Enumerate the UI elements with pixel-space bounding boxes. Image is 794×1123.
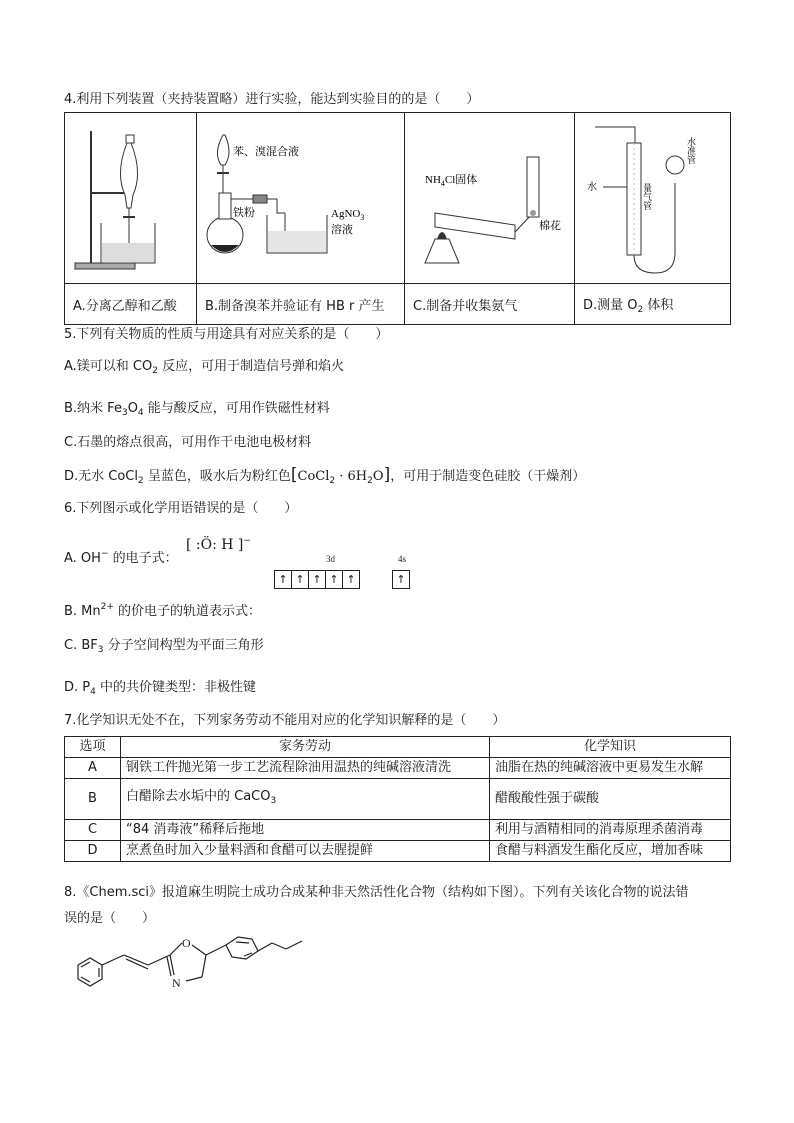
orbital-4s-boxes [392,570,410,589]
table-header-row [65,737,731,758]
table-row: B 白醋除去水垢中的 CaCO$_3$ 醋酸酸性强于碳酸 [65,779,731,820]
q4-figure-b [197,113,405,284]
q4-option-b: B.制备溴苯并验证有 HB r 产生 [197,284,405,325]
compound-structure [64,925,334,1015]
q5-option-d: D.无水 CoCl$_2$ 呈蓝色，吸水后为粉红色[CoCl$_2$ · $6H_2O$]，可用于制造变色硅胶（干燥剂） [64,465,586,486]
q6-option-b: B. $Mn^{2+}$ 的价电子的轨道表示式： [64,602,262,619]
orbital-4s-cell: ↑ [396,573,406,586]
q4-figure-c [405,113,575,284]
q4-apparatus-table [64,112,731,325]
label-leveling-tube: 水准管 [686,137,696,164]
label-agno3-sub: 3 [360,213,365,222]
label-cotton: 棉花 [539,220,561,232]
orbital-3d-cell: ↑ [309,571,326,588]
orbital-3d-label: 3d [326,554,335,564]
header-knowledge: 化学知识 [490,737,731,758]
label-nh4cl-sub: 4 [440,179,445,188]
q4-figure-d [575,113,731,284]
header-option: 选项 [65,737,121,758]
gas-volume-apparatus [575,113,729,279]
q6-option-a: A. OH− 的电子式： [64,549,178,566]
svg-text:AgNO3 [331,208,364,222]
label-nh4cl: NH [425,174,441,186]
table-row: A 钢铁工件抛光第一步工艺流程除油用温热的纯碱溶液清洗 油脂在热的纯碱溶液中更易发生水解 [65,758,731,779]
svg-text:NH4Cl固体 [425,172,477,188]
label-water: 水 [587,182,597,193]
label-iron-powder: 铁粉 [233,207,255,219]
q5-option-b: B.纳米 $Fe_3O_4$ 能与酸反应，可用作铁磁性材料 [64,401,330,418]
orbital-3d-cell: ↑ [326,571,343,588]
q4-stem: 4.利用下列装置（夹持装置略）进行实验，能达到实验目的的是（ ） [64,92,480,107]
q5-option-c: C.石墨的熔点很高，可用作干电池电极材料 [64,435,312,450]
q4-figure-a [65,113,197,284]
ring-nitrogen-atom: N [172,976,181,990]
q6-option-d: D. $P_4$ 中的共价键类型：非极性键 [64,680,256,697]
q5-option-a: A.镁可以和 $CO_2$ 反应，可用于制造信号弹和焰火 [64,359,345,376]
label-solution: 溶液 [331,224,353,236]
q6-option-c: C. $BF_3$ 分子空间构型为平面三角形 [64,638,264,655]
q4-option-d: D.测量 $O_2$ 体积 [575,284,731,325]
q4-option-c: C.制备并收集氨气 [405,284,575,325]
orbital-3d-cell: ↑ [346,573,356,586]
table-row: C “84 消毒液”稀释后拖地 利用与酒精相同的消毒原理杀菌消毒 [65,820,731,841]
label-benzene-bromine: 苯、溴混合液 [233,146,299,158]
q7-table [64,736,731,862]
separatory-funnel-apparatus [65,113,195,279]
orbital-3d-cell: ↑ [292,571,309,588]
ring-oxygen-atom: O [182,936,191,950]
label-gas-burette: 量气管 [642,183,652,210]
oh-electron-formula: [ :Ö: H ]− [186,536,251,553]
q7-stem: 7.化学知识无处不在，下列家务劳动不能用对应的化学知识解释的是（ ） [64,713,506,728]
label-nh4cl-rest: Cl固体 [444,174,478,186]
bromobenzene-apparatus [197,113,403,279]
q4-option-a: A.分离乙醇和乙酸 [65,284,197,325]
ammonia-apparatus [405,113,573,279]
orbital-4s-label: 4s [398,554,407,564]
orbital-3d-boxes [274,570,360,589]
q6-stem: 6.下列图示或化学用语错误的是（ ） [64,501,298,516]
q8-stem-line1: 8.《Chem.sci》报道麻生明院士成功合成某种非天然活性化合物（结构如下图）。下列有关该化合物的说法错 [64,885,689,900]
label-agno3: AgNO [331,208,361,220]
q5-stem: 5.下列有关物质的性质与用途具有对应关系的是（ ） [64,327,389,342]
header-task: 家务劳动 [121,737,490,758]
orbital-3d-cell: ↑ [275,571,292,588]
q8-stem-line2: 误的是（ ） [64,911,156,926]
table-row: D 烹煮鱼时加入少量料酒和食醋可以去腥提鲜 食醋与料酒发生酯化反应，增加香味 [65,841,731,862]
